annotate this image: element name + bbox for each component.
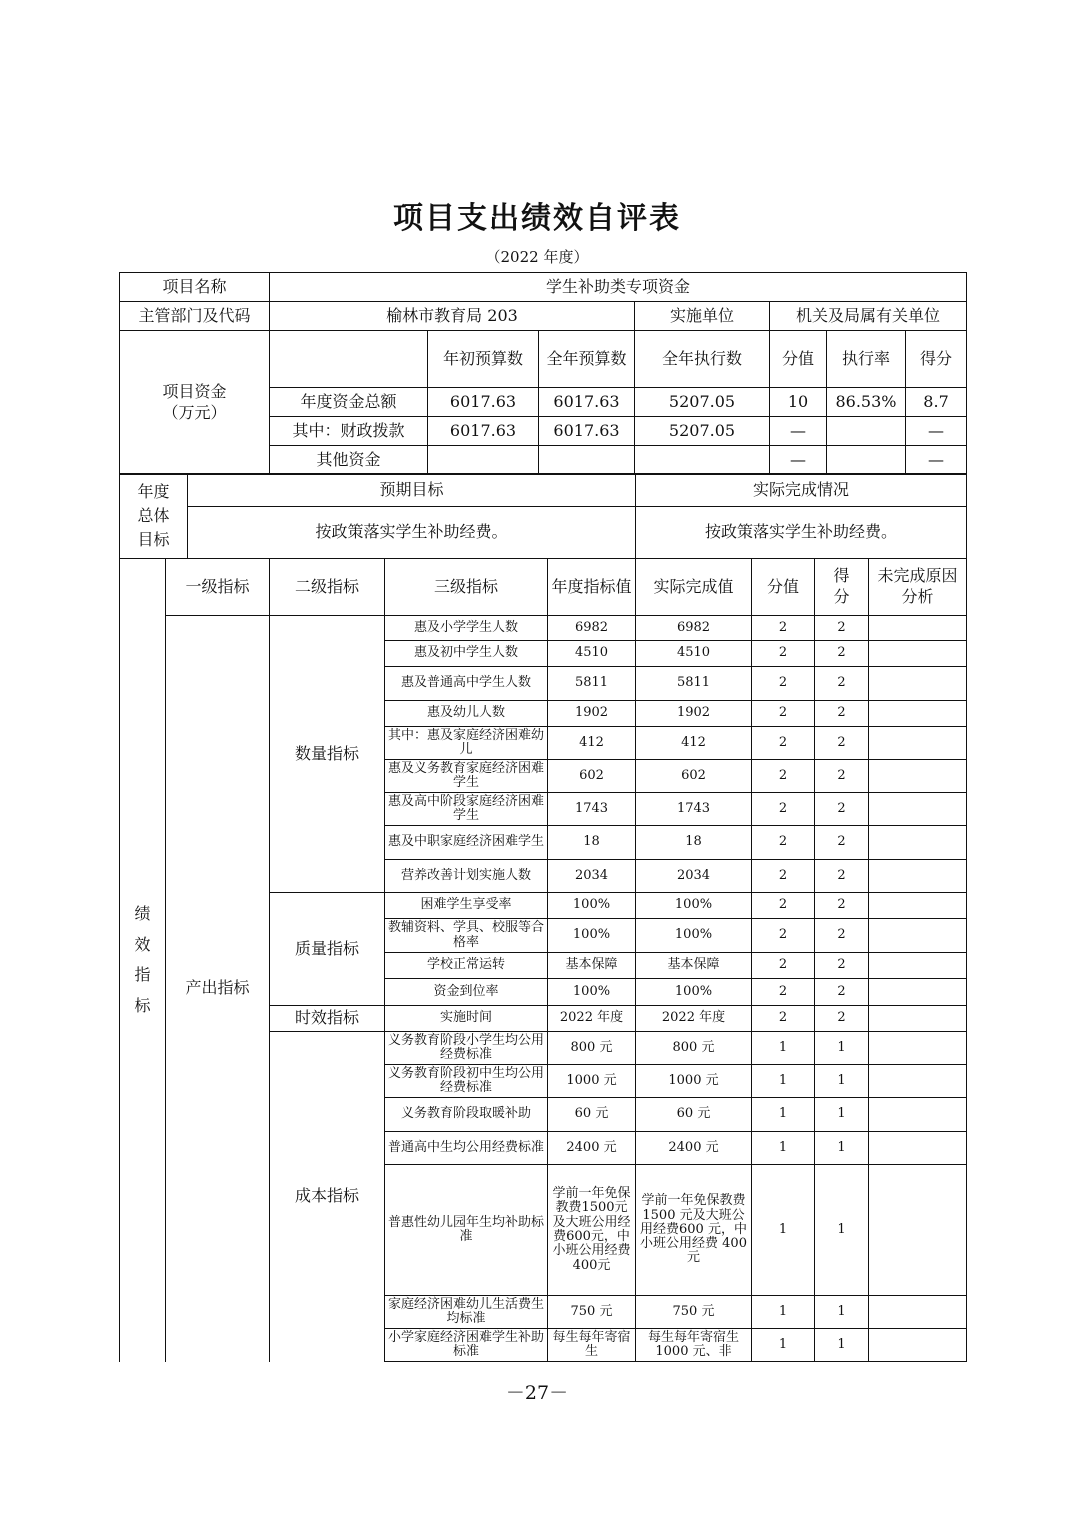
indicator-name: 惠及小学学生人数 bbox=[385, 616, 548, 641]
header-target: 年度指标值 bbox=[548, 559, 636, 616]
indicator-value: 2 bbox=[752, 893, 815, 919]
indicator-score: 2 bbox=[815, 953, 869, 979]
indicator-reason bbox=[869, 1006, 967, 1032]
indicator-reason bbox=[869, 1065, 967, 1098]
indicator-value: 1 bbox=[752, 1098, 815, 1132]
header-level3: 三级指标 bbox=[385, 559, 548, 616]
indicator-reason bbox=[869, 893, 967, 919]
indicator-value: 2 bbox=[752, 641, 815, 667]
indicator-value: 1 bbox=[752, 1032, 815, 1065]
indicator-value: 1 bbox=[752, 1296, 815, 1329]
indicator-actual: 800 元 bbox=[636, 1032, 752, 1065]
indicator-score: 2 bbox=[815, 760, 869, 793]
col-score-value: 分值 bbox=[770, 331, 827, 388]
indicator-actual: 1000 元 bbox=[636, 1065, 752, 1098]
indicator-reason bbox=[869, 667, 967, 701]
header-level1: 一级指标 bbox=[166, 559, 270, 616]
indicator-name: 资金到位率 bbox=[385, 979, 548, 1006]
indicator-score: 1 bbox=[815, 1032, 869, 1065]
indicator-actual: 每生每年寄宿生 1000 元、非 bbox=[636, 1329, 752, 1362]
indicator-target: 1902 bbox=[548, 701, 636, 727]
indicator-name: 惠及中职家庭经济困难学生 bbox=[385, 826, 548, 860]
indicator-target: 100% bbox=[548, 919, 636, 953]
indicator-value: 1 bbox=[752, 1132, 815, 1165]
indicator-name: 营养改善计划实施人数 bbox=[385, 860, 548, 893]
dept-value: 榆林市教育局 203 bbox=[270, 302, 635, 331]
funds-label bbox=[120, 331, 270, 475]
col-annual-budget: 全年预算数 bbox=[539, 331, 635, 388]
funds-row-annual bbox=[539, 446, 635, 475]
indicator-value: 2 bbox=[752, 701, 815, 727]
indicator-target: 412 bbox=[548, 727, 636, 760]
indicator-score: 2 bbox=[815, 1006, 869, 1032]
indicator-target: 每生每年寄宿生 bbox=[548, 1329, 636, 1362]
group-timeliness: 时效指标 bbox=[270, 1006, 385, 1032]
indicator-score: 2 bbox=[815, 727, 869, 760]
indicator-score: 2 bbox=[815, 826, 869, 860]
indicator-target: 5811 bbox=[548, 667, 636, 701]
indicator-actual: 5811 bbox=[636, 667, 752, 701]
indicator-name: 学校正常运转 bbox=[385, 953, 548, 979]
indicator-target: 2022 年度 bbox=[548, 1006, 636, 1032]
indicator-name: 惠及普通高中学生人数 bbox=[385, 667, 548, 701]
group-cost: 成本指标 bbox=[270, 1032, 385, 1362]
funds-row-value: — bbox=[770, 446, 827, 475]
indicator-reason bbox=[869, 1329, 967, 1362]
indicator-reason bbox=[869, 1132, 967, 1165]
indicator-value: 1 bbox=[752, 1329, 815, 1362]
indicator-reason bbox=[869, 953, 967, 979]
indicators-side-label: 绩效指标 bbox=[120, 559, 166, 1362]
header-score: 得分 bbox=[815, 559, 869, 616]
indicator-score: 2 bbox=[815, 919, 869, 953]
indicator-target: 750 元 bbox=[548, 1296, 636, 1329]
indicator-name: 惠及高中阶段家庭经济困难学生 bbox=[385, 793, 548, 826]
funds-row-label: 年度资金总额 bbox=[270, 388, 428, 417]
indicator-target: 18 bbox=[548, 826, 636, 860]
header-actual: 实际完成值 bbox=[636, 559, 752, 616]
indicator-name: 惠及初中学生人数 bbox=[385, 641, 548, 667]
indicator-name: 家庭经济困难幼儿生活费生均标准 bbox=[385, 1296, 548, 1329]
indicator-value: 2 bbox=[752, 919, 815, 953]
indicator-value: 2 bbox=[752, 793, 815, 826]
indicator-reason bbox=[869, 760, 967, 793]
indicator-score: 2 bbox=[815, 979, 869, 1006]
indicator-score: 2 bbox=[815, 616, 869, 641]
funds-row-annual: 6017.63 bbox=[539, 417, 635, 446]
indicator-actual: 4510 bbox=[636, 641, 752, 667]
indicator-score: 1 bbox=[815, 1098, 869, 1132]
indicator-score: 2 bbox=[815, 860, 869, 893]
indicator-target: 1743 bbox=[548, 793, 636, 826]
indicator-actual: 1902 bbox=[636, 701, 752, 727]
indicator-target: 4510 bbox=[548, 641, 636, 667]
impl-unit: 机关及局属有关单位 bbox=[770, 302, 967, 331]
indicator-name: 惠及幼儿人数 bbox=[385, 701, 548, 727]
funds-row-label: 其他资金 bbox=[270, 446, 428, 475]
indicator-actual: 学前一年免保教费 1500 元及大班公用经费600 元，中小班公用经费 400 元 bbox=[636, 1165, 752, 1296]
funds-row-rate bbox=[827, 417, 906, 446]
indicator-actual: 1743 bbox=[636, 793, 752, 826]
indicator-value: 2 bbox=[752, 616, 815, 641]
project-name-label: 项目名称 bbox=[120, 273, 270, 302]
expected-goal: 按政策落实学生补助经费。 bbox=[188, 507, 636, 559]
header-value: 分值 bbox=[752, 559, 815, 616]
actual-result: 按政策落实学生补助经费。 bbox=[636, 507, 967, 559]
table-row bbox=[120, 616, 967, 641]
indicator-name: 义务教育阶段取暖补助 bbox=[385, 1098, 548, 1132]
indicator-target: 1000 元 bbox=[548, 1065, 636, 1098]
indicator-name: 普通高中生均公用经费标准 bbox=[385, 1132, 548, 1165]
indicator-actual: 100% bbox=[636, 919, 752, 953]
indicator-reason bbox=[869, 1296, 967, 1329]
indicator-score: 2 bbox=[815, 893, 869, 919]
indicator-reason bbox=[869, 919, 967, 953]
indicator-reason bbox=[869, 641, 967, 667]
indicator-actual: 60 元 bbox=[636, 1098, 752, 1132]
funds-row-initial: 6017.63 bbox=[428, 417, 539, 446]
indicator-reason bbox=[869, 727, 967, 760]
funds-row-exec: 5207.05 bbox=[635, 388, 770, 417]
indicator-target: 100% bbox=[548, 979, 636, 1006]
indicator-actual: 100% bbox=[636, 893, 752, 919]
indicator-name: 困难学生享受率 bbox=[385, 893, 548, 919]
indicator-score: 1 bbox=[815, 1296, 869, 1329]
funds-row-score: 8.7 bbox=[906, 388, 967, 417]
funds-row-label: 其中：财政拨款 bbox=[270, 417, 428, 446]
summary-table bbox=[119, 272, 967, 475]
project-name: 学生补助类专项资金 bbox=[270, 273, 967, 302]
indicator-name: 小学家庭经济困难学生补助标准 bbox=[385, 1329, 548, 1362]
group-quality: 质量指标 bbox=[270, 893, 385, 1006]
indicator-name: 义务教育阶段小学生均公用经费标准 bbox=[385, 1032, 548, 1065]
indicator-target: 800 元 bbox=[548, 1032, 636, 1065]
funds-row-initial bbox=[428, 446, 539, 475]
indicator-name: 普惠性幼儿园年生均补助标准 bbox=[385, 1165, 548, 1296]
indicator-reason bbox=[869, 1098, 967, 1132]
col-annual-exec: 全年执行数 bbox=[635, 331, 770, 388]
indicator-reason bbox=[869, 1165, 967, 1296]
col-initial-budget: 年初预算数 bbox=[428, 331, 539, 388]
indicator-target: 基本保障 bbox=[548, 953, 636, 979]
funds-row-score: — bbox=[906, 446, 967, 475]
indicator-score: 2 bbox=[815, 793, 869, 826]
funds-row-rate: 86.53% bbox=[827, 388, 906, 417]
indicator-target: 6982 bbox=[548, 616, 636, 641]
indicator-value: 2 bbox=[752, 1006, 815, 1032]
header-reason: 未完成原因分析 bbox=[869, 559, 967, 616]
funds-row-annual: 6017.63 bbox=[539, 388, 635, 417]
indicator-reason bbox=[869, 979, 967, 1006]
indicator-value: 1 bbox=[752, 1065, 815, 1098]
indicator-target: 602 bbox=[548, 760, 636, 793]
indicator-score: 1 bbox=[815, 1065, 869, 1098]
indicator-name: 实施时间 bbox=[385, 1006, 548, 1032]
indicators-table bbox=[119, 558, 967, 1362]
indicator-value: 2 bbox=[752, 979, 815, 1006]
level1-output: 产出指标 bbox=[166, 616, 270, 1362]
expected-goal-label: 预期目标 bbox=[188, 474, 636, 507]
indicator-name: 教辅资料、学具、校服等合格率 bbox=[385, 919, 548, 953]
funds-row-exec: 5207.05 bbox=[635, 417, 770, 446]
dept-label: 主管部门及代码 bbox=[120, 302, 270, 331]
indicator-reason bbox=[869, 1032, 967, 1065]
page-subtitle: （2022 年度） bbox=[485, 248, 589, 266]
funds-row-rate bbox=[827, 446, 906, 475]
funds-blank-header bbox=[270, 331, 428, 388]
funds-label-line1: 项目资金 bbox=[162, 381, 227, 401]
indicator-reason bbox=[869, 860, 967, 893]
indicator-actual: 2034 bbox=[636, 860, 752, 893]
indicator-value: 2 bbox=[752, 860, 815, 893]
funds-row-exec bbox=[635, 446, 770, 475]
indicator-value: 1 bbox=[752, 1165, 815, 1296]
indicator-score: 2 bbox=[815, 641, 869, 667]
indicator-target: 2400 元 bbox=[548, 1132, 636, 1165]
indicator-name: 其中：惠及家庭经济困难幼儿 bbox=[385, 727, 548, 760]
indicator-actual: 602 bbox=[636, 760, 752, 793]
indicator-value: 2 bbox=[752, 760, 815, 793]
indicator-target: 100% bbox=[548, 893, 636, 919]
actual-result-label: 实际完成情况 bbox=[636, 474, 967, 507]
page-title: 项目支出绩效自评表 bbox=[393, 201, 681, 236]
indicator-target: 学前一年免保教费1500元及大班公用经费600元，中小班公用经费400元 bbox=[548, 1165, 636, 1296]
indicator-reason bbox=[869, 793, 967, 826]
indicator-value: 2 bbox=[752, 826, 815, 860]
funds-row-initial: 6017.63 bbox=[428, 388, 539, 417]
indicator-name: 义务教育阶段初中生均公用经费标准 bbox=[385, 1065, 548, 1098]
indicator-actual: 750 元 bbox=[636, 1296, 752, 1329]
indicator-reason bbox=[869, 701, 967, 727]
page-number: －27－ bbox=[505, 1382, 569, 1404]
indicator-score: 1 bbox=[815, 1329, 869, 1362]
col-score: 得分 bbox=[906, 331, 967, 388]
indicator-score: 2 bbox=[815, 701, 869, 727]
indicator-actual: 2400 元 bbox=[636, 1132, 752, 1165]
indicator-actual: 18 bbox=[636, 826, 752, 860]
funds-row-value: — bbox=[770, 417, 827, 446]
indicator-score: 1 bbox=[815, 1165, 869, 1296]
funds-label-line2: （万元） bbox=[162, 402, 227, 422]
indicator-actual: 100% bbox=[636, 979, 752, 1006]
indicator-actual: 412 bbox=[636, 727, 752, 760]
funds-row-value: 10 bbox=[770, 388, 827, 417]
indicator-value: 2 bbox=[752, 667, 815, 701]
indicator-value: 2 bbox=[752, 953, 815, 979]
indicator-name: 惠及义务教育家庭经济困难学生 bbox=[385, 760, 548, 793]
indicator-score: 1 bbox=[815, 1132, 869, 1165]
indicator-target: 60 元 bbox=[548, 1098, 636, 1132]
indicator-target: 2034 bbox=[548, 860, 636, 893]
group-quantity: 数量指标 bbox=[270, 616, 385, 893]
indicator-value: 2 bbox=[752, 727, 815, 760]
funds-row-score: — bbox=[906, 417, 967, 446]
indicator-reason bbox=[869, 826, 967, 860]
indicator-score: 2 bbox=[815, 667, 869, 701]
col-exec-rate: 执行率 bbox=[827, 331, 906, 388]
indicator-actual: 6982 bbox=[636, 616, 752, 641]
impl-label: 实施单位 bbox=[635, 302, 770, 331]
indicator-actual: 基本保障 bbox=[636, 953, 752, 979]
indicator-reason bbox=[869, 616, 967, 641]
goals-label: 年度总体目标 bbox=[120, 474, 188, 559]
header-level2: 二级指标 bbox=[270, 559, 385, 616]
indicator-actual: 2022 年度 bbox=[636, 1006, 752, 1032]
goals-table bbox=[119, 473, 967, 559]
